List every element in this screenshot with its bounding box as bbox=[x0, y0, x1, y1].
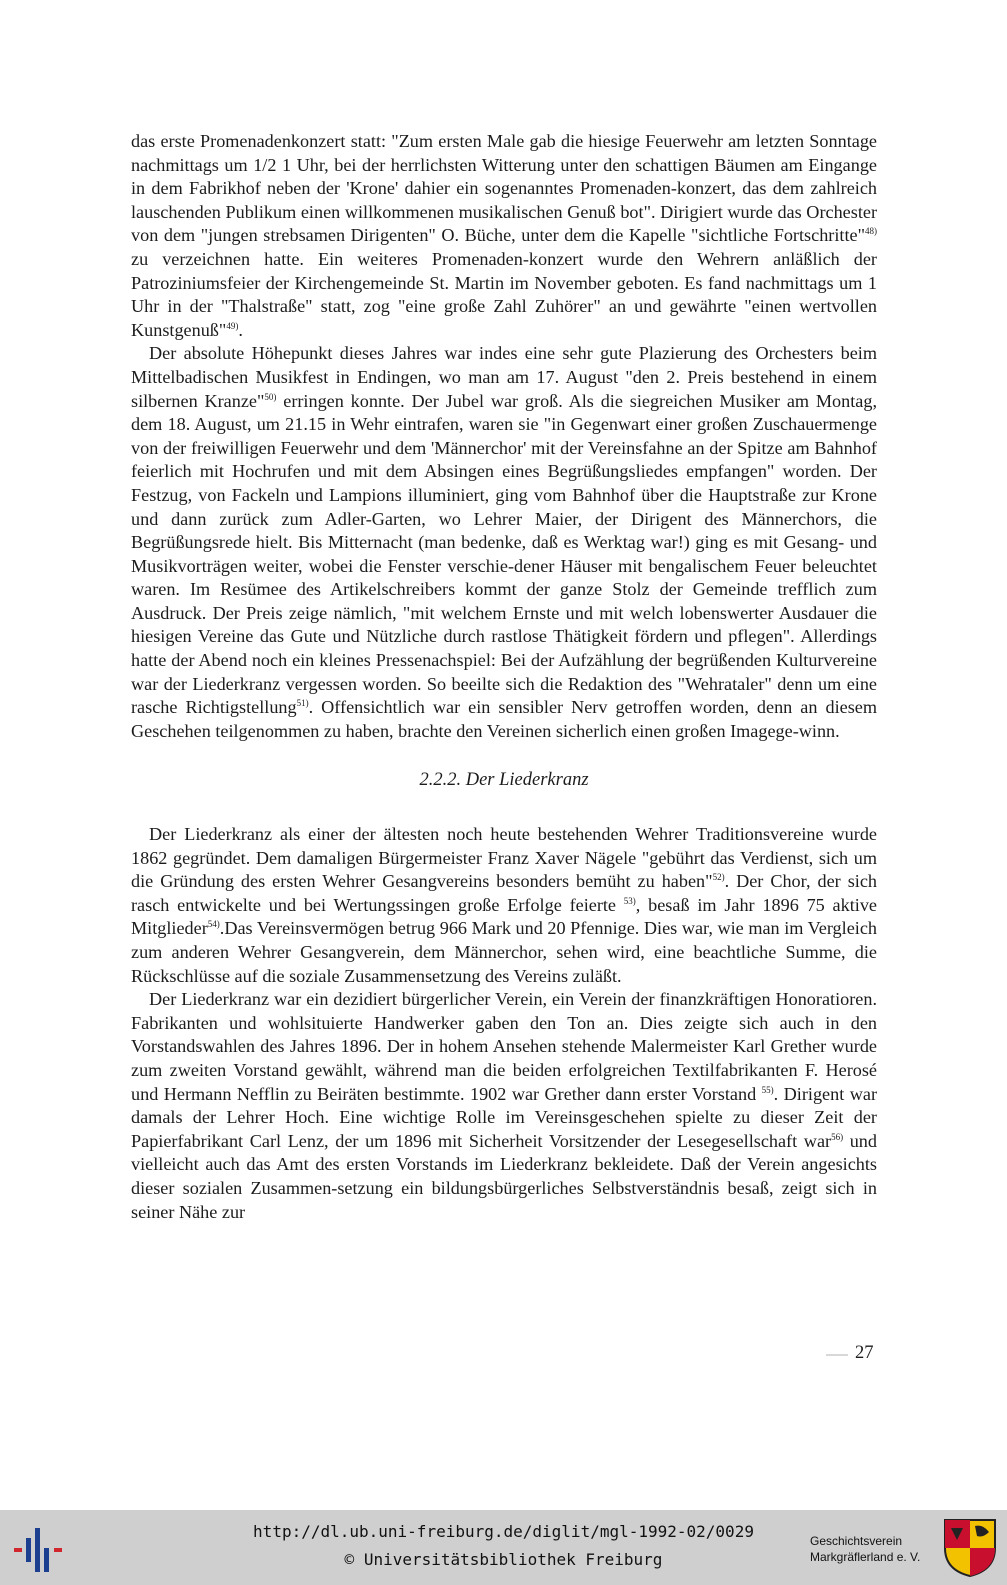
paragraph bbox=[131, 988, 877, 1224]
footnote-marker: 53) bbox=[623, 895, 636, 906]
page-number: 27 bbox=[855, 1343, 874, 1363]
document-url-link[interactable]: http://dl.ub.uni-freiburg.de/diglit/mgl-1992-02/0029 bbox=[253, 1522, 754, 1541]
organization-name bbox=[810, 1533, 920, 1565]
coat-of-arms-icon bbox=[943, 1518, 997, 1578]
paragraph-text: das erste Promenadenkonzert statt: "Zum ersten Male gab die hiesige Feuerwehr am letzten Sonntage nachmittags um 1/2 1 Uhr, bei der herrlichsten Witterung unter den schattigen Bäumen am Eingange in dem Fabrikhof neben der 'Krone' dahier ein sogenanntes Promenaden-konzert, das dem zahlreich lauschenden Publikum einen willkommenen musikalischen Genuß bot". Dirigiert wurde das Orchester von dem "jungen strebsamen Dirigenten" O. Büche, unter dem die Kapelle "sichtliche Fortschritte" bbox=[131, 131, 877, 246]
paragraph-text: erringen konnte. Der Jubel war groß. Als die siegreichen Musiker am Montag, dem 18. August, um 21.15 in Wehr eintrafen, waren sie "in Gegenwart einer großen Zuschauermenge von der freiwilligen Feuerwehr und dem 'Männerchor' mit der Vereinsfahne an der Spitze am Bahnhof feierlich mit Hochrufen und mit dem Absingen eines Begrüßungsliedes empfangen" worden. Der Festzug, von Fackeln und Lampions illuminiert, ging vom Bahnhof über die Hauptstraße zur Krone und dann zurück zum Adler-Garten, wo Lehrer Maier, der Dirigent des Männerchors, die Begrüßungsrede hielt. Bis Mitternacht (man bedenke, daß es Werktag war!) ging es mit Gesang- und Musikvorträgen weiter, wobei die Fenster verschie-dener Häuser mit bengalischem Feuer beleuchtet waren. Im Resümee des Artikelschreibers kommt der ganze Stolz der Gemeinde trefflich zum Ausdruck. Der Preis zeige nämlich, "mit welchem Ernste und mit welch lobenswerter Ausdauer die hiesigen Vereine das Gute und Nützliche durch rastlose Thätigkeit fördern und pflegen". Allerdings hatte der Abend noch ein kleines Pressenachspiel: Bei der Aufzählung der begrüßenden Kulturvereine war der Liederkranz vergessen worden. So beeilte sich die Redaktion des "Wehrataler" denn um eine rasche Richtigstellung bbox=[131, 390, 877, 718]
section-paragraphs bbox=[131, 130, 877, 743]
copyright-text: © Universitätsbibliothek Freiburg bbox=[344, 1550, 663, 1569]
paragraph-text: Der Liederkranz war ein dezidiert bürgerlicher Verein, ein Verein der finanzkräftigen Honoratioren. Fabrikanten und wohlsituierte Handwerker gaben den Ton an. Dies zeigte sich auch in den Vorstandswahlen des Jahres 1896. Der in hohem Ansehen stehende Malermeister Karl Grether wurde zum zweiten Vorstand gewählt, während man die beiden erfolgreichen Textilfabrikanten F. Herosé und Hermann Nefflin zu Beiräten bestimmte. 1902 war Grether dann erster Vorstand bbox=[131, 989, 877, 1104]
footnote-marker: 48) bbox=[865, 226, 877, 237]
paragraph bbox=[131, 130, 877, 342]
organization-line-2: Markgräflerland e. V. bbox=[810, 1550, 921, 1564]
paragraph bbox=[131, 342, 877, 743]
paragraph-text: Der absolute Höhepunkt dieses Jahres war indes eine sehr gute Plazierung des Orchesters beim Mittelbadischen Musikfest in Endingen, wo man am 17. August "den 2. Preis bestehend in einem silbernen Kranze" bbox=[131, 343, 877, 411]
organization-line-1: Geschichtsverein bbox=[810, 1534, 903, 1548]
paragraph-text: . Der Chor, der sich rasch entwickelte und bei Wertungssingen große Erfolge feierte bbox=[131, 871, 877, 915]
paragraph-text: . Dirigent war damals der Lehrer Hoch. Eine wichtige Rolle im Vereinsgeschehen spielte zu dieser Zeit der Papierfabrikant Carl Lenz, der um 1896 mit Sicherheit Vorsitzender der Lesegesellschaft war bbox=[131, 1083, 877, 1151]
paragraph-text: . Offensichtlich war ein sensibler Nerv getroffen worden, denn an diesem Geschehen teilgenommen zu haben, brachte den Vereinen sicherlich einen großen Imagege-winn. bbox=[131, 697, 877, 741]
footnote-marker: 49) bbox=[226, 320, 239, 331]
body-text bbox=[131, 130, 877, 1224]
paragraph-text: und vielleicht auch das Amt des ersten Vorstands im Liederkranz bekleidete. Daß der Verein angesichts dieser sozialen Zusammen-setzung ein bildungsbürgerliches Selbstverständnis besaß, zeigt sich in seiner Nähe zur bbox=[131, 1130, 877, 1222]
section-paragraphs-liederkranz bbox=[131, 823, 877, 1224]
footnote-marker: 51) bbox=[296, 698, 309, 709]
footnote-marker: 55) bbox=[761, 1084, 774, 1095]
footnote-marker: 56) bbox=[831, 1131, 844, 1142]
footnote-marker: 54) bbox=[207, 919, 220, 930]
paragraph-text: Der Liederkranz als einer der ältesten noch heute bestehenden Wehrer Traditionsvereine wurde 1862 gegründet. Dem damaligen Bürgermeister Franz Xaver Nägele "gebührt das Verdienst, sich um die Gründung des ersten Wehrer Gesangvereins besonders bemüht zu haben" bbox=[131, 824, 877, 892]
page-number-mark bbox=[826, 1354, 848, 1356]
footnote-marker: 52) bbox=[712, 872, 725, 883]
footnote-marker: 50) bbox=[264, 391, 277, 402]
paragraph-text: zu verzeichnen hatte. Ein weiteres Promenaden-konzert wurde den Wehrern anläßlich der Patroziniumsfeier der Kirchengemeinde St. Martin im November geboten. Es fand nachmittags um 1 Uhr in der "Thalstraße" statt, zog "eine große Zahl Zuhörer" an und gewährte "einen wertvollen Kunstgenuß" bbox=[131, 248, 877, 340]
paragraph-text: , besaß im Jahr 1896 75 aktive Mitglieder bbox=[131, 894, 877, 939]
paragraph-text: .Das Vereinsvermögen betrug 966 Mark und 20 Pfennige. Dies war, wie man im Vergleich zum anderen Wehrer Gesangverein, dem Männerchor, sehen wird, eine beachtliche Summe, die Rückschlüsse auf die soziale Zusammensetzung des Vereins zuläßt. bbox=[131, 918, 877, 986]
section-heading: 2.2.2. Der Liederkranz bbox=[419, 770, 589, 791]
paragraph-text: . bbox=[238, 319, 243, 340]
viewer-footer bbox=[0, 1510, 1007, 1585]
paragraph bbox=[131, 823, 877, 988]
